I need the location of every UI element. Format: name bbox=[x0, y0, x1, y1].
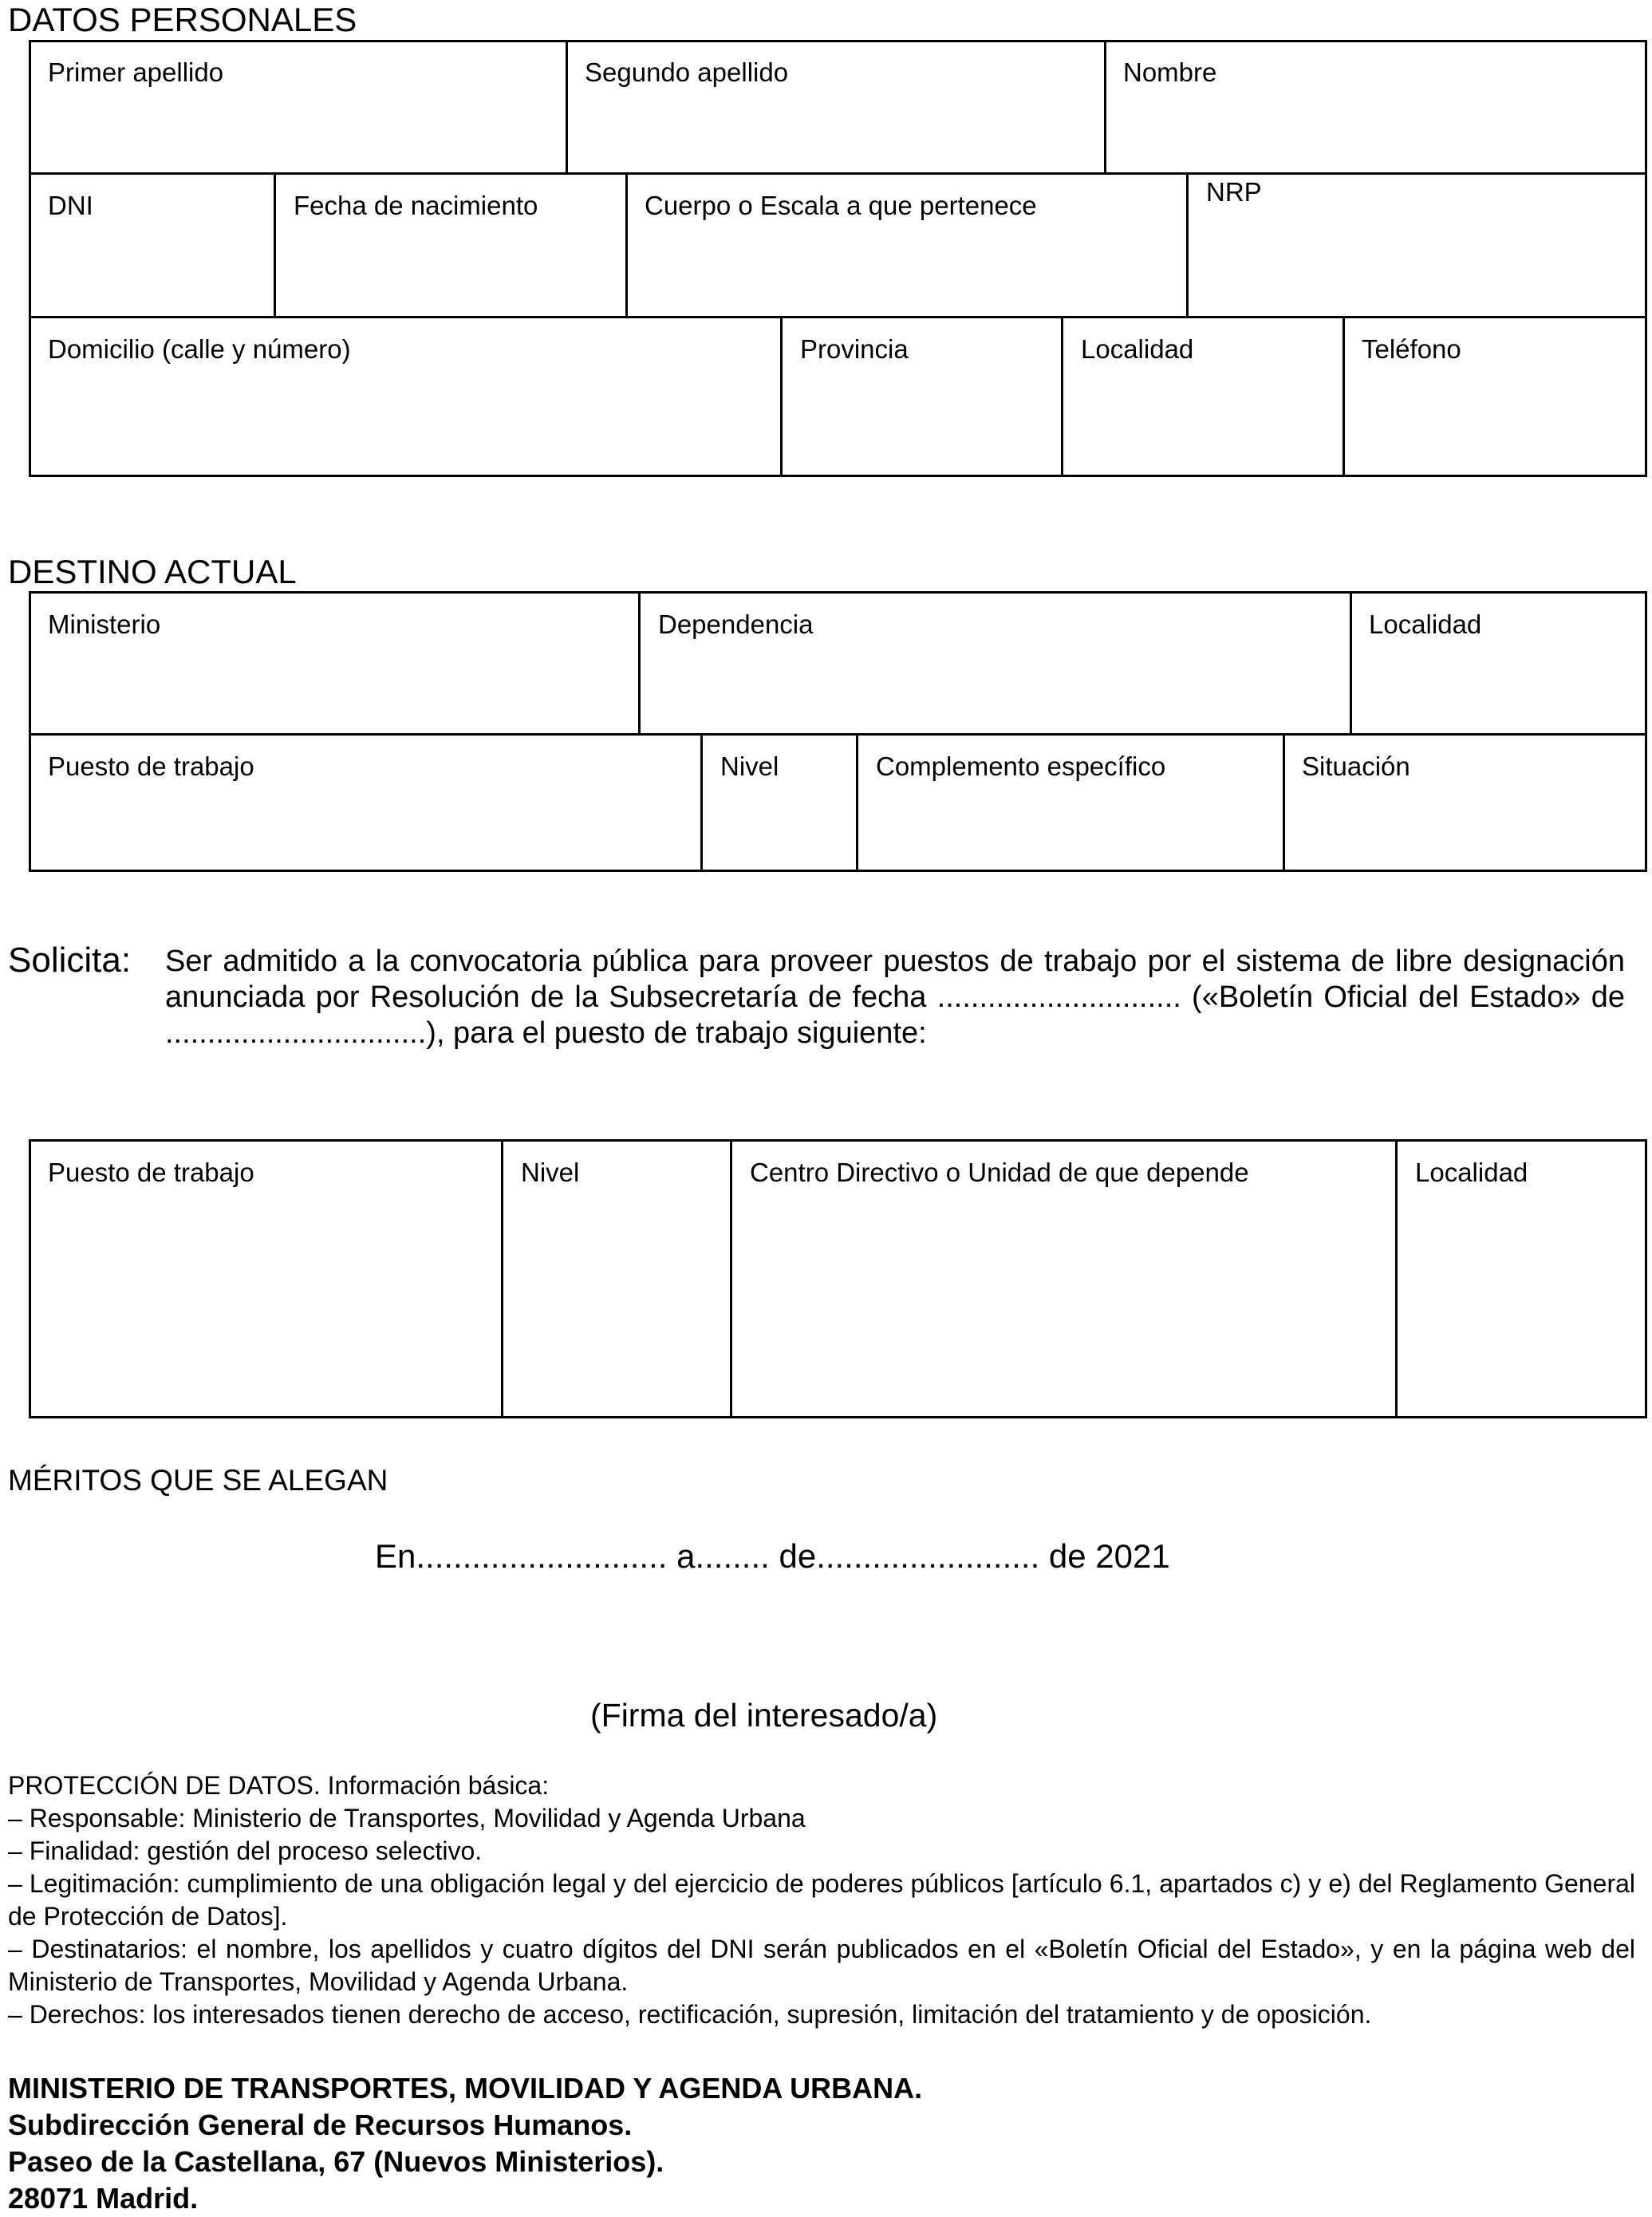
nivel-solicitado-field[interactable]: Nivel bbox=[521, 1158, 580, 1187]
segundo-apellido-field[interactable]: Segundo apellido bbox=[585, 57, 789, 87]
solicita-text: Ser admitido a la convocatoria pública para proveer puestos de trabajo por el sistema de libre designación anunciada por Resolución de la Subsecretaría de fecha ............................. («Boletín Oficial del Estado» de ...............................), para el puesto de trabajo siguiente: bbox=[165, 945, 1625, 1050]
col-divider bbox=[730, 1139, 732, 1418]
proteccion-item-derechos: – Derechos: los interesados tienen derecho de acceso, rectificación, supresión, limitación del tratamiento y de oposición. bbox=[8, 2000, 1372, 2029]
puesto-solicitado-field[interactable]: Puesto de trabajo bbox=[48, 1158, 254, 1187]
localidad-actual-field[interactable]: Localidad bbox=[1369, 609, 1482, 639]
fecha-linea[interactable]: En........................... a........ de........................ de 2021 bbox=[375, 1537, 1170, 1575]
direccion-ciudad: 28071 Madrid. bbox=[8, 2182, 199, 2215]
destino-actual-heading: DESTINO ACTUAL bbox=[8, 553, 297, 590]
nrp-field[interactable]: NRP bbox=[1206, 177, 1262, 207]
col-divider bbox=[1342, 316, 1345, 477]
provincia-field[interactable]: Provincia bbox=[800, 334, 909, 364]
col-divider bbox=[1395, 1139, 1398, 1418]
dependencia-field[interactable]: Dependencia bbox=[658, 609, 814, 639]
telefono-field[interactable]: Teléfono bbox=[1362, 334, 1461, 364]
col-divider bbox=[1186, 172, 1189, 318]
proteccion-item-responsable: – Responsable: Ministerio de Transportes, Movilidad y Agenda Urbana bbox=[8, 1804, 806, 1832]
proteccion-title: PROTECCIÓN DE DATOS. Información básica: bbox=[8, 1771, 550, 1800]
col-divider bbox=[638, 591, 641, 735]
solicita-label: Solicita: bbox=[8, 941, 132, 980]
col-divider bbox=[856, 733, 858, 872]
col-divider bbox=[700, 733, 703, 872]
direccion-block bbox=[8, 2070, 922, 2217]
col-divider bbox=[1350, 591, 1352, 735]
localidad-solicitada-field[interactable]: Localidad bbox=[1415, 1158, 1528, 1187]
col-divider bbox=[274, 172, 276, 318]
puesto-actual-field[interactable]: Puesto de trabajo bbox=[48, 751, 254, 781]
domicilio-field[interactable]: Domicilio (calle y número) bbox=[48, 334, 351, 364]
col-divider bbox=[566, 40, 568, 174]
col-divider bbox=[625, 172, 628, 318]
direccion-subdireccion: Subdirección General de Recursos Humanos. bbox=[8, 2109, 633, 2141]
localidad-field[interactable]: Localidad bbox=[1081, 334, 1194, 364]
ministerio-field[interactable]: Ministerio bbox=[48, 609, 161, 639]
col-divider bbox=[501, 1139, 503, 1418]
row-divider bbox=[29, 172, 1647, 175]
centro-directivo-field[interactable]: Centro Directivo o Unidad de que depende bbox=[750, 1158, 1249, 1187]
datos-personales-heading: DATOS PERSONALES bbox=[8, 1, 357, 38]
firma-label: (Firma del interesado/a) bbox=[590, 1697, 938, 1734]
proteccion-datos bbox=[8, 1769, 1635, 2031]
fecha-nacimiento-field[interactable]: Fecha de nacimiento bbox=[294, 191, 538, 220]
direccion-ministerio: MINISTERIO DE TRANSPORTES, MOVILIDAD Y AGENDA URBANA. bbox=[8, 2072, 923, 2105]
nombre-field[interactable]: Nombre bbox=[1123, 57, 1217, 87]
complemento-especifico-field[interactable]: Complemento específico bbox=[876, 751, 1166, 781]
direccion-calle: Paseo de la Castellana, 67 (Nuevos Ministerios). bbox=[8, 2145, 664, 2178]
proteccion-item-legitimacion: – Legitimación: cumplimiento de una obligación legal y del ejercicio de poderes públicos [artículo 6.1, apartados c) y e) del Reglamento General de Protección de Datos]. bbox=[8, 1869, 1635, 1931]
col-divider bbox=[1283, 733, 1285, 872]
col-divider bbox=[1104, 40, 1106, 174]
proteccion-item-destinatarios: – Destinatarios: el nombre, los apellidos y cuatro dígitos del DNI serán publicados en el «Boletín Oficial del Estado», y en la página web del Ministerio de Transportes, Movilidad y Agenda Urbana. bbox=[8, 1935, 1635, 1996]
row-divider bbox=[29, 316, 1647, 318]
row-divider bbox=[29, 733, 1647, 736]
col-divider bbox=[1061, 316, 1063, 477]
meritos-heading: MÉRITOS QUE SE ALEGAN bbox=[8, 1464, 388, 1497]
proteccion-item-finalidad: – Finalidad: gestión del proceso selectivo. bbox=[8, 1836, 483, 1865]
dni-field[interactable]: DNI bbox=[48, 191, 93, 220]
primer-apellido-field[interactable]: Primer apellido bbox=[48, 57, 224, 87]
nivel-actual-field[interactable]: Nivel bbox=[720, 751, 779, 781]
datos-personales-table bbox=[29, 40, 1647, 477]
cuerpo-escala-field[interactable]: Cuerpo o Escala a que pertenece bbox=[645, 191, 1037, 220]
situacion-field[interactable]: Situación bbox=[1302, 751, 1410, 781]
col-divider bbox=[780, 316, 783, 477]
